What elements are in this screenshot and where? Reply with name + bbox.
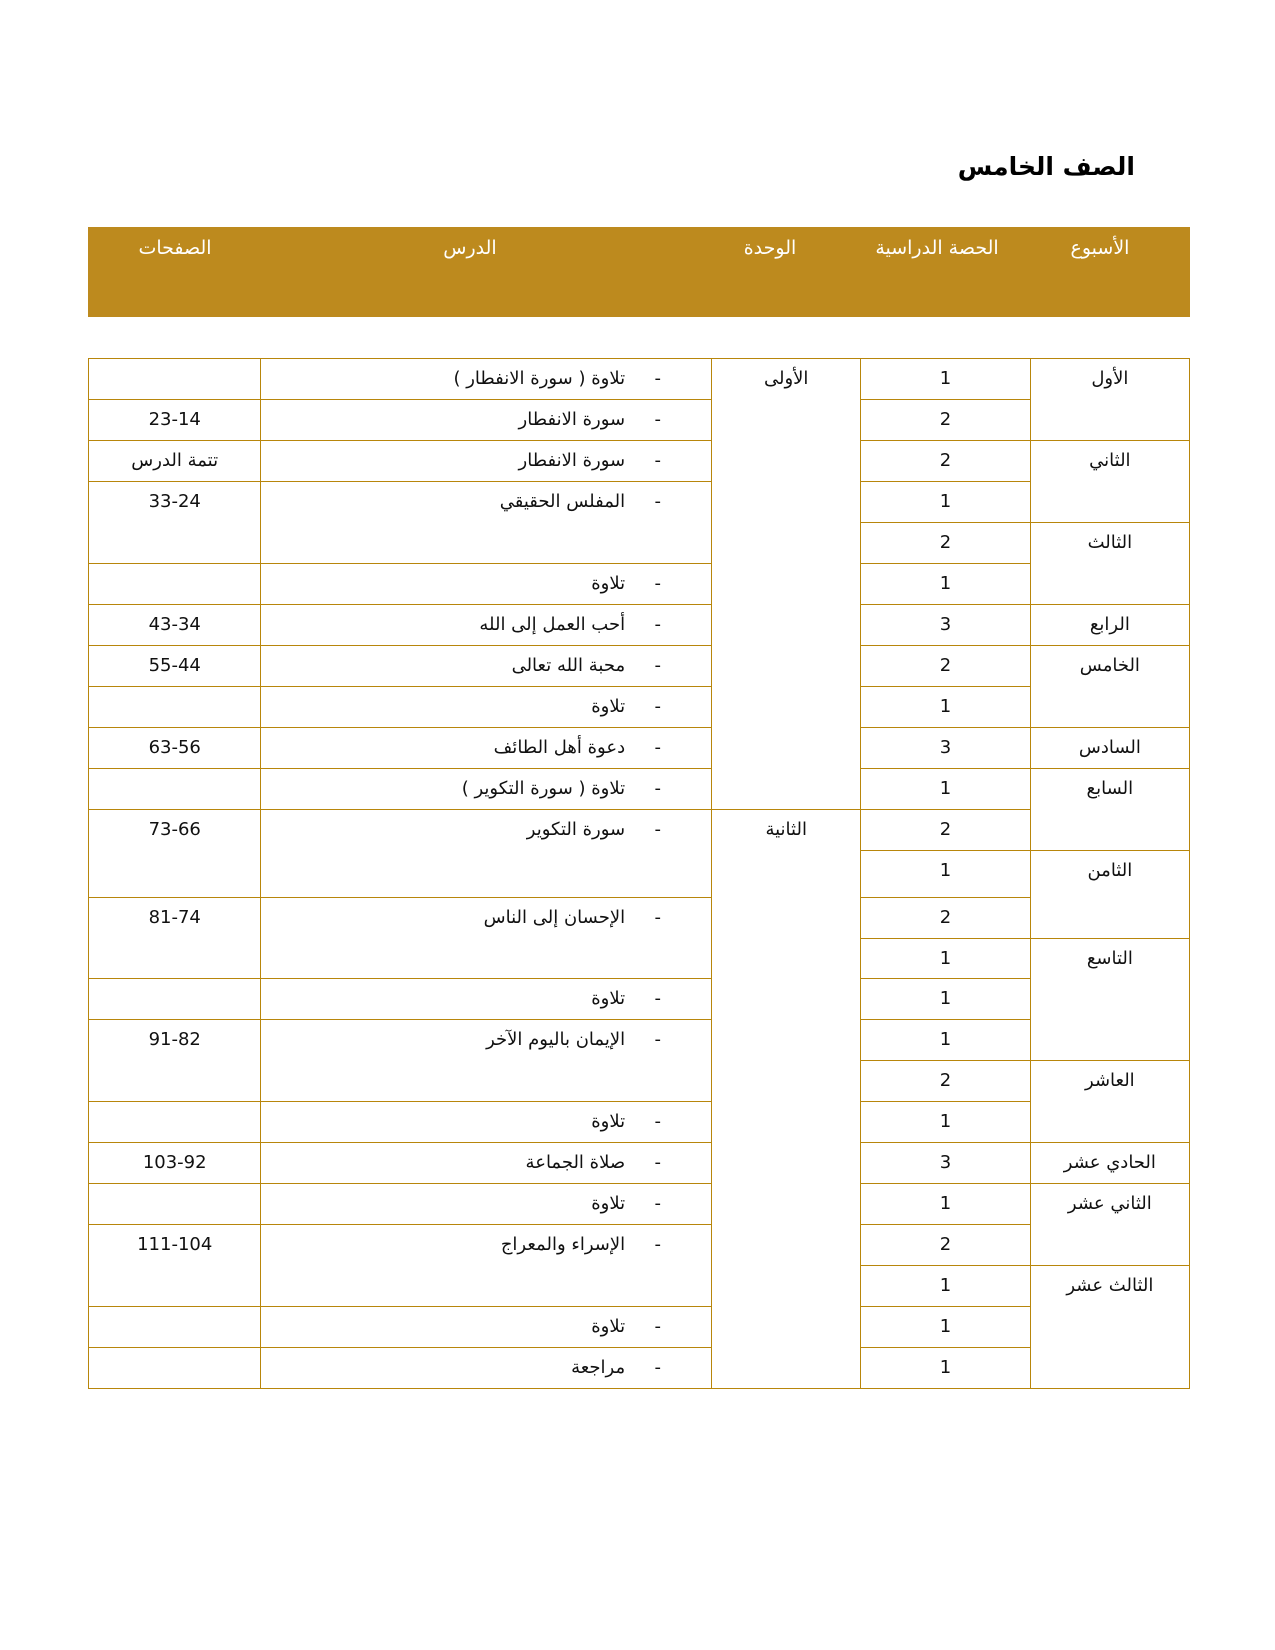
lesson-cell: - تلاوة xyxy=(261,687,712,728)
pages-cell xyxy=(89,1348,261,1389)
pages-cell: 23-14 xyxy=(89,400,261,441)
week-cell: السابع xyxy=(1030,769,1189,851)
lesson-cell: - محبة الله تعالى xyxy=(261,646,712,687)
period-cell: 2 xyxy=(861,810,1030,851)
period-cell: 1 xyxy=(861,359,1030,400)
period-cell: 2 xyxy=(861,523,1030,564)
period-cell: 1 xyxy=(861,1184,1030,1225)
lesson-cell: - تلاوة xyxy=(261,1307,712,1348)
lesson-cell: - مراجعة xyxy=(261,1348,712,1389)
header-unit: الوحدة xyxy=(743,237,797,259)
pages-cell: 103-92 xyxy=(89,1143,261,1184)
lesson-cell: - تلاوة xyxy=(261,979,712,1020)
lesson-cell: - الإسراء والمعراج xyxy=(261,1225,712,1307)
unit-cell: الأولى xyxy=(712,359,861,810)
period-cell: 2 xyxy=(861,1061,1030,1102)
pages-cell: 55-44 xyxy=(89,646,261,687)
header-lesson: الدرس xyxy=(443,237,497,259)
lesson-cell: - أحب العمل إلى الله xyxy=(261,605,712,646)
lesson-cell: - سورة الانفطار xyxy=(261,400,712,441)
table-header xyxy=(88,227,1190,317)
week-cell: الخامس xyxy=(1030,646,1189,728)
pages-cell xyxy=(89,769,261,810)
pages-cell: 73-66 xyxy=(89,810,261,898)
week-cell: التاسع xyxy=(1030,939,1189,1061)
lesson-cell: - الإحسان إلى الناس xyxy=(261,898,712,979)
pages-cell: 111-104 xyxy=(89,1225,261,1307)
period-cell: 1 xyxy=(861,1348,1030,1389)
pages-cell xyxy=(89,359,261,400)
lesson-cell: - سورة الانفطار xyxy=(261,441,712,482)
header-week: الأسبوع xyxy=(1070,237,1130,259)
period-cell: 3 xyxy=(861,605,1030,646)
week-cell: الثاني عشر xyxy=(1030,1184,1189,1266)
week-cell: الأول xyxy=(1030,359,1189,441)
week-cell: العاشر xyxy=(1030,1061,1189,1143)
header-pages: الصفحات xyxy=(138,237,212,259)
unit-cell: الثانية xyxy=(712,810,861,1389)
period-cell: 1 xyxy=(861,1307,1030,1348)
week-cell: الثالث xyxy=(1030,523,1189,605)
week-cell: الثاني xyxy=(1030,441,1189,523)
period-cell: 1 xyxy=(861,1266,1030,1307)
period-cell: 2 xyxy=(861,898,1030,939)
period-cell: 1 xyxy=(861,851,1030,898)
period-cell: 3 xyxy=(861,1143,1030,1184)
pages-cell xyxy=(89,979,261,1020)
week-cell: الرابع xyxy=(1030,605,1189,646)
period-cell: 2 xyxy=(861,400,1030,441)
pages-cell: 81-74 xyxy=(89,898,261,979)
curriculum-table xyxy=(88,358,1190,1389)
pages-cell xyxy=(89,1102,261,1143)
period-cell: 1 xyxy=(861,939,1030,979)
pages-cell xyxy=(89,687,261,728)
lesson-cell: - تلاوة xyxy=(261,564,712,605)
pages-cell xyxy=(89,564,261,605)
lesson-cell: - الإيمان باليوم الآخر xyxy=(261,1020,712,1102)
pages-cell xyxy=(89,1307,261,1348)
period-cell: 1 xyxy=(861,769,1030,810)
period-cell: 2 xyxy=(861,646,1030,687)
week-cell: الثامن xyxy=(1030,851,1189,939)
week-cell: السادس xyxy=(1030,728,1189,769)
period-cell: 1 xyxy=(861,482,1030,523)
lesson-cell: - تلاوة xyxy=(261,1102,712,1143)
lesson-cell: - صلاة الجماعة xyxy=(261,1143,712,1184)
lesson-cell: - المفلس الحقيقي xyxy=(261,482,712,564)
period-cell: 1 xyxy=(861,564,1030,605)
week-cell: الحادي عشر xyxy=(1030,1143,1189,1184)
week-cell: الثالث عشر xyxy=(1030,1266,1189,1389)
page-title: الصف الخامس xyxy=(957,152,1135,181)
period-cell: 1 xyxy=(861,1102,1030,1143)
pages-cell: 43-34 xyxy=(89,605,261,646)
lesson-cell: - تلاوة ( سورة الانفطار ) xyxy=(261,359,712,400)
pages-cell: 91-82 xyxy=(89,1020,261,1102)
pages-cell xyxy=(89,1184,261,1225)
lesson-cell: - دعوة أهل الطائف xyxy=(261,728,712,769)
header-period: الحصة الدراسية xyxy=(875,237,999,259)
period-cell: 1 xyxy=(861,687,1030,728)
lesson-cell: - تلاوة ( سورة التكوير ) xyxy=(261,769,712,810)
pages-cell: 63-56 xyxy=(89,728,261,769)
pages-cell: 33-24 xyxy=(89,482,261,564)
pages-cell: تتمة الدرس xyxy=(89,441,261,482)
period-cell: 1 xyxy=(861,979,1030,1020)
period-cell: 2 xyxy=(861,1225,1030,1266)
period-cell: 1 xyxy=(861,1020,1030,1061)
lesson-cell: - سورة التكوير xyxy=(261,810,712,898)
period-cell: 3 xyxy=(861,728,1030,769)
period-cell: 2 xyxy=(861,441,1030,482)
lesson-cell: - تلاوة xyxy=(261,1184,712,1225)
